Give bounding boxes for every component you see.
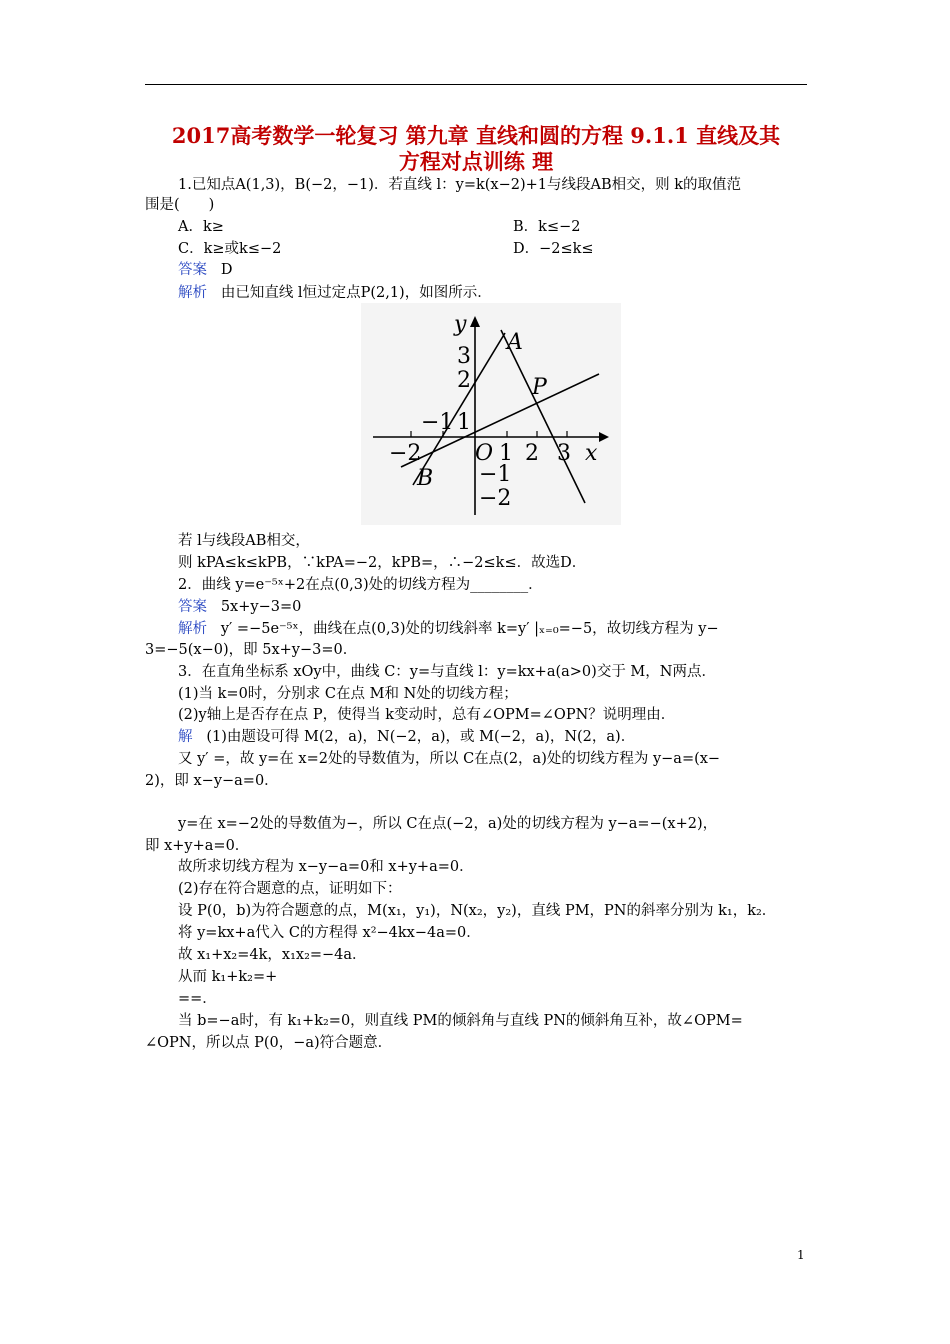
tick-y-m2: −2 xyxy=(479,486,512,511)
q2-stem: 2．曲线 y=e⁻⁵ˣ+2在点(0,3)处的切线方程为________． xyxy=(178,577,543,593)
q3-solution-line-3: 2)，即 x−y−a=0． xyxy=(145,773,279,789)
y-axis-label: y xyxy=(454,312,467,337)
tick-x-m2: −2 xyxy=(389,441,422,466)
q3-solution-line-10: 故 x₁+x₂=4k，x₁x₂=−4a． xyxy=(178,947,367,963)
q3-solution-line-1: (1)由题设可得 M(2，a)，N(−2，a)，或 M(−2，a)，N(2，a)． xyxy=(206,729,636,745)
tick-y-1: 1 xyxy=(457,410,471,435)
origin-label: O xyxy=(475,441,494,466)
answer-label: 答案 xyxy=(178,599,207,615)
q2-analysis-line-1: y′ =−5e⁻⁵ˣ，曲线在点(0,3)处的切线斜率 k=y′ |ₓ₌₀=−5，故切线方程为 y− xyxy=(220,621,719,637)
tick-x-2: 2 xyxy=(525,441,539,466)
q1-answer-row xyxy=(178,260,232,280)
point-a-label: A xyxy=(507,330,523,355)
doc-title-line-2: 方程对点训练 理 xyxy=(398,149,554,174)
q1-option-c: C．k≥或k≤−2 xyxy=(178,241,282,257)
q3-solution-line-7: (2)存在符合题意的点，证明如下： xyxy=(178,881,402,897)
q3-stem: 3．在直角坐标系 xOy中，曲线 C：y=与直线 l：y=kx+a(a>0)交于 M，N两点． xyxy=(178,664,716,680)
q3-solution-line-6: 故所求切线方程为 x−y−a=0和 x+y+a=0． xyxy=(178,859,474,875)
q3-part-2: (2)y轴上是否存在点 P，使得当 k变动时，总有∠OPM=∠OPN？说明理由． xyxy=(178,707,676,723)
analysis-label: 解析 xyxy=(178,285,207,301)
tick-x-m1: −1 xyxy=(421,410,454,435)
q3-solution-line-8: 设 P(0，b)为符合题意的点，M(x₁，y₁)，N(x₂，y₂)，直线 PM，PN的斜率分别为 k₁，k₂． xyxy=(178,903,777,919)
q2-answer-value: 5x+y−3=0 xyxy=(220,599,302,615)
q3-solution-line-14: ∠OPN，所以点 P(0，−a)符合题意． xyxy=(145,1035,393,1051)
header-rule xyxy=(145,84,807,85)
q3-solution-line-11: 从而 k₁+k₂=+ xyxy=(178,969,278,985)
tick-x-1: 1 xyxy=(499,441,513,466)
tick-y-m1: −1 xyxy=(479,462,512,487)
q3-part-1: (1)当 k=0时，分别求 C在点 M和 N处的切线方程； xyxy=(178,686,518,702)
q2-analysis-row xyxy=(178,619,719,639)
q1-after-line-2: 则 kPA≤k≤kPB，∵kPA=−2，kPB=，∴−2≤k≤．故选D． xyxy=(178,555,587,571)
coordinate-figure xyxy=(361,303,621,525)
q3-solution-line-9: 将 y=kx+a代入 C的方程得 x²−4kx−4a=0． xyxy=(178,925,481,941)
doc-title-line-1: 2017高考数学一轮复习 第九章 直线和圆的方程 9.1.1 直线及其 xyxy=(171,123,781,148)
point-p-label: P xyxy=(532,375,547,400)
q1-option-b: B．k≤−2 xyxy=(513,219,581,235)
q1-answer-value: D xyxy=(220,262,233,278)
page-number: 1 xyxy=(797,1248,805,1262)
q1-stem-line-2: 围是( ) xyxy=(145,197,215,213)
tick-y-3: 3 xyxy=(457,344,471,369)
tick-x-3: 3 xyxy=(557,441,571,466)
q3-solution-line-12: ==． xyxy=(178,991,217,1007)
q1-after-line-1: 若 l与线段AB相交， xyxy=(178,533,310,549)
x-axis-label: x xyxy=(585,441,598,466)
tick-y-2: 2 xyxy=(457,368,471,393)
q2-analysis-line-2: 3=−5(x−0)，即 5x+y−3=0． xyxy=(145,642,358,658)
analysis-label: 解析 xyxy=(178,621,207,637)
answer-label: 答案 xyxy=(178,262,207,278)
q3-solution-line-13: 当 b=−a时，有 k₁+k₂=0，则直线 PM的倾斜角与直线 PN的倾斜角互补，故∠OPM= xyxy=(178,1013,743,1029)
q1-analysis-row xyxy=(178,283,492,303)
q3-solution-line-5: 即 x+y+a=0． xyxy=(145,838,250,854)
q3-solution-row xyxy=(178,727,635,747)
q3-solution-line-4: y=在 x=−2处的导数值为−，所以 C在点(−2，a)处的切线方程为 y−a=−(x+2)， xyxy=(178,816,718,832)
q2-answer-row xyxy=(178,597,301,617)
point-b-label: B xyxy=(417,466,434,491)
q1-option-d: D．−2≤k≤ xyxy=(513,241,594,257)
q3-solution-line-2: 又 y′ =，故 y=在 x=2处的导数值为，所以 C在点(2，a)处的切线方程为 y−a=(x− xyxy=(178,751,721,767)
q1-option-a: A．k≥ xyxy=(178,219,224,235)
q1-stem-line-1: 1.已知点A(1,3)，B(−2，−1)．若直线 l：y=k(x−2)+1与线段AB相交，则 k的取值范 xyxy=(178,177,742,193)
q1-analysis-text: 由已知直线 l恒过定点P(2,1)，如图所示． xyxy=(220,285,492,301)
solution-label: 解 xyxy=(178,729,193,745)
